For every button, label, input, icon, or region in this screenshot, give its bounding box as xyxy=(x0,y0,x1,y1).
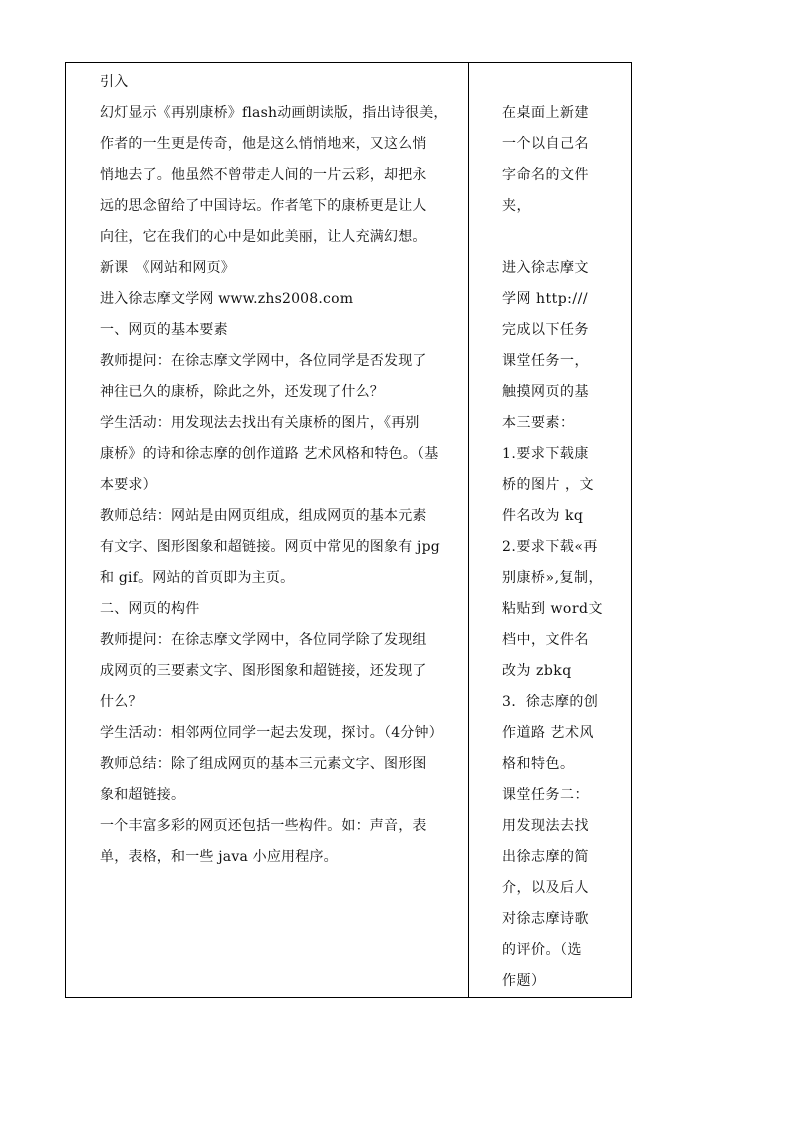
text-line: 触摸网页的基 xyxy=(502,384,589,400)
text-line: 作道路 艺术风 xyxy=(502,725,594,741)
text-line: 别康桥»,复制， xyxy=(502,570,604,586)
text-line: 出徐志摩的简 xyxy=(502,849,589,865)
text-line: 神往已久的康桥，除此之外，还发现了什么？ xyxy=(100,384,384,400)
student-activity-column xyxy=(502,98,602,997)
text-line: 进入徐志摩文学网 www.zhs2008.com xyxy=(100,291,354,307)
text-line: 1.要求下载康 xyxy=(502,446,589,462)
text-line: 幻灯显示《再别康桥》flash动画朗读版，指出诗很美， xyxy=(100,105,448,121)
text-line: 桥的图片 ，文 xyxy=(502,477,594,493)
text-line: 档中，文件名 xyxy=(502,632,589,648)
text-line: 介，以及后人 xyxy=(502,880,589,896)
text-line: 的评价。（选 xyxy=(502,942,582,958)
text-line: 格和特色。 xyxy=(502,756,575,772)
text-line: 一、网页的基本要素 xyxy=(100,322,228,338)
text-line: 远的思念留给了中国诗坛。作者笔下的康桥更是让人 xyxy=(100,198,427,214)
text-line: 什么？ xyxy=(100,694,143,710)
text-line: 用发现法去找 xyxy=(502,818,589,834)
text-line: 作题） xyxy=(502,973,546,989)
text-line: 件名改为 kq xyxy=(502,508,584,524)
text-line: 象和超链接。 xyxy=(100,787,186,803)
column-divider xyxy=(468,63,469,997)
text-line: 教师总结：网站是由网页组成，组成网页的基本元素 xyxy=(100,508,427,524)
spacer xyxy=(502,222,602,253)
text-line: 成网页的三要素文字、图形图象和超链接，还发现了 xyxy=(100,663,427,679)
text-line: 二、网页的构件 xyxy=(100,601,200,617)
text-line: 课堂任务二： xyxy=(502,787,589,803)
text-line: 新课 《网站和网页》 xyxy=(100,260,235,276)
lesson-table xyxy=(65,62,632,998)
text-line: 字命名的文件 xyxy=(502,167,589,183)
teaching-content-column xyxy=(100,67,460,873)
text-line: 单，表格，和一些 java 小应用程序。 xyxy=(100,849,338,865)
text-line: 本三要素： xyxy=(502,415,575,431)
text-line: 和 gif。网站的首页即为主页。 xyxy=(100,570,295,586)
text-line: 教师提问：在徐志摩文学网中，各位同学是否发现了 xyxy=(100,353,427,369)
text-line: 进入徐志摩文 xyxy=(502,260,589,276)
text-line: 一个以自己名 xyxy=(502,136,589,152)
text-line: 有文字、图形图象和超链接。网页中常见的图象有 jpg xyxy=(100,539,440,555)
text-line: 本要求） xyxy=(100,477,157,493)
text-line: 夹， xyxy=(502,198,531,214)
text-line: 引入 xyxy=(100,74,129,90)
text-line: 学生活动：相邻两位同学一起去发现，探讨。（4分钟） xyxy=(100,725,443,741)
text-line: 向往，它在我们的心中是如此美丽，让人充满幻想。 xyxy=(100,229,427,245)
text-line: 学网 http:/// xyxy=(502,291,589,307)
text-line: 一个丰富多彩的网页还包括一些构件。如：声音，表 xyxy=(100,818,427,834)
text-line: 课堂任务一， xyxy=(502,353,589,369)
text-line: 悄地去了。他虽然不曾带走人间的一片云彩，却把永 xyxy=(100,167,427,183)
text-line: 教师总结：除了组成网页的基本三元素文字、图形图 xyxy=(100,756,427,772)
text-line: 改为 zbkq xyxy=(502,663,572,679)
text-line: 作者的一生更是传奇，他是这么悄悄地来，又这么悄 xyxy=(100,136,427,152)
text-line: 完成以下任务 xyxy=(502,322,589,338)
text-line: 在桌面上新建 xyxy=(502,105,589,121)
text-line: 粘贴到 word文 xyxy=(502,601,604,617)
text-line: 康桥》的诗和徐志摩的创作道路 艺术风格和特色。（基 xyxy=(100,446,439,462)
text-line: 教师提问：在徐志摩文学网中，各位同学除了发现组 xyxy=(100,632,427,648)
text-line: 学生活动：用发现法去找出有关康桥的图片，《再别 xyxy=(100,415,420,431)
text-line: 3．徐志摩的创 xyxy=(502,694,599,710)
text-line: 2.要求下载«再 xyxy=(502,539,598,555)
text-line: 对徐志摩诗歌 xyxy=(502,911,589,927)
